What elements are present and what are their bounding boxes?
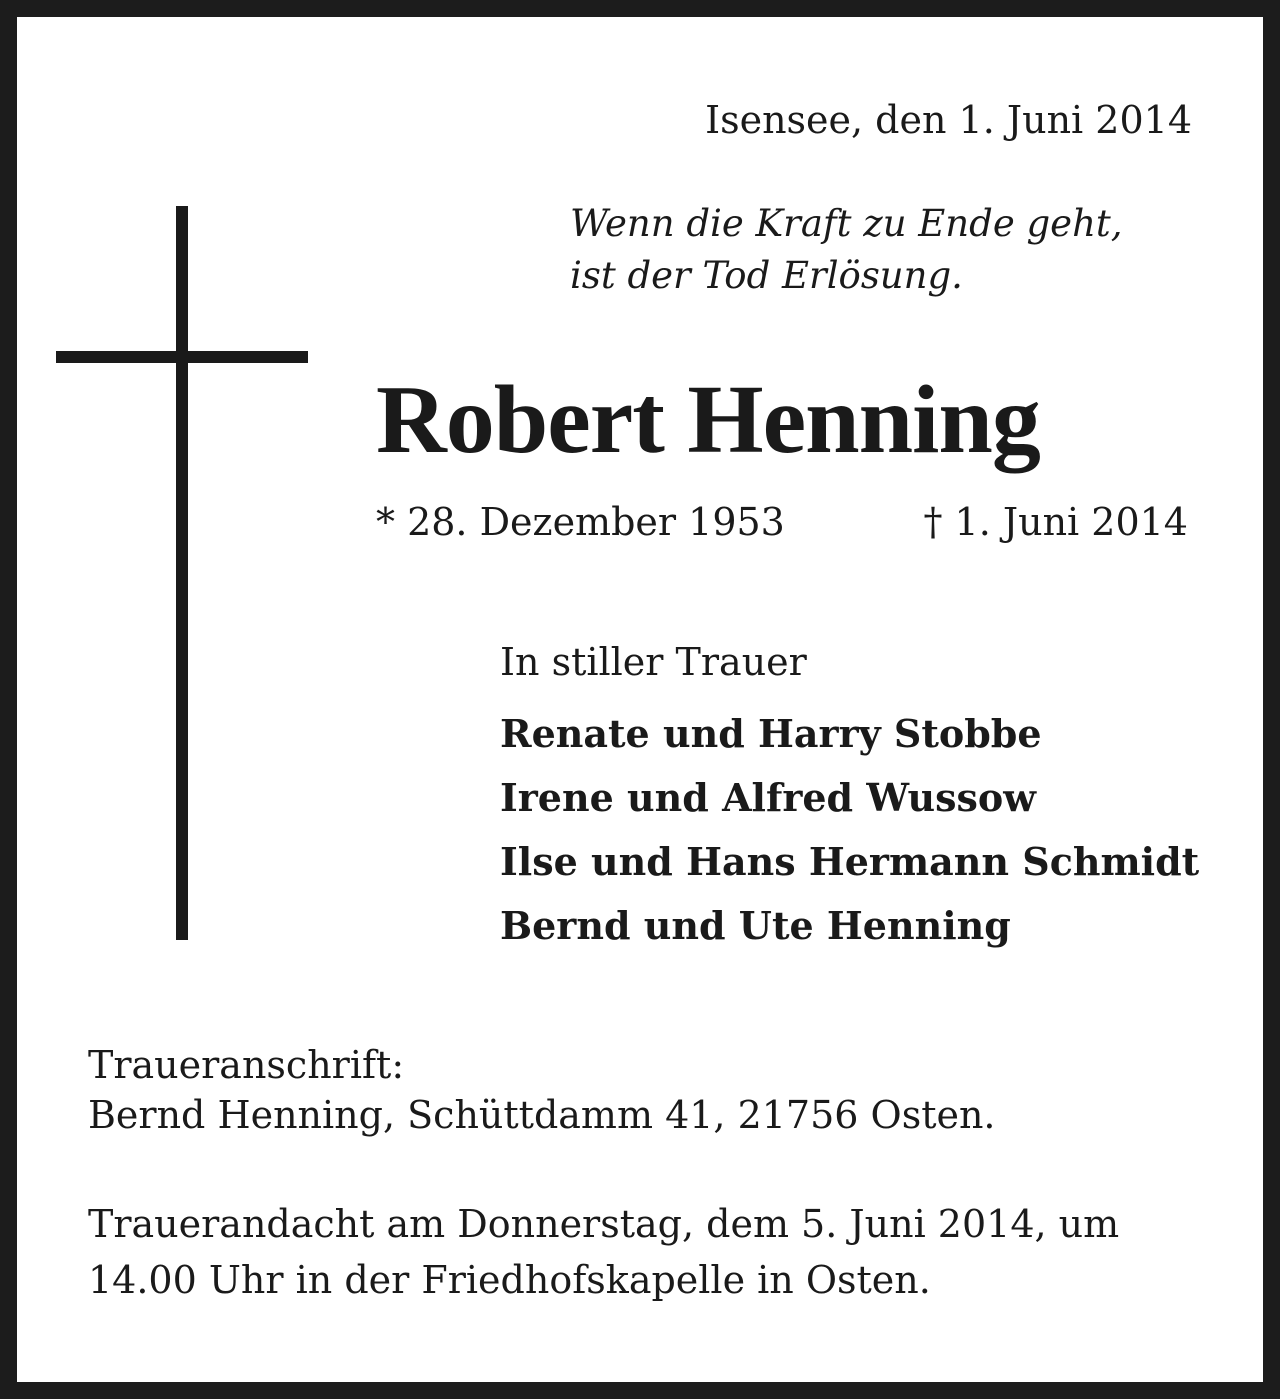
quote-line: Wenn die Kraft zu Ende geht,	[570, 202, 1123, 245]
deceased-name: Robert Henning	[376, 366, 1040, 474]
mourner-name: Renate und Harry Stobbe	[500, 711, 1042, 756]
mourners-list	[500, 708, 1199, 964]
mourner-name: Bernd und Ute Henning	[500, 903, 1011, 948]
birth-date: * 28. Dezember 1953	[376, 500, 785, 544]
address-label: Traueranschrift:	[88, 1043, 405, 1087]
death-date: † 1. Juni 2014	[923, 500, 1188, 544]
mourner-name: Ilse und Hans Hermann Schmidt	[500, 839, 1200, 884]
cross-horizontal-bar	[56, 351, 308, 363]
place-date: Isensee, den 1. Juni 2014	[705, 98, 1192, 142]
mourning-label: In stiller Trauer	[500, 640, 807, 684]
address-text: Bernd Henning, Schüttdamm 41, 21756 Osten.	[88, 1093, 996, 1137]
service-line: 14.00 Uhr in der Friedhofskapelle in Osten.	[88, 1258, 931, 1302]
service-line: Trauerandacht am Donnerstag, dem 5. Juni 2014, um	[88, 1202, 1120, 1246]
condolence-address	[88, 1040, 996, 1140]
service-info	[88, 1196, 1119, 1308]
mourner-name: Irene und Alfred Wussow	[500, 775, 1036, 820]
quote	[570, 198, 1123, 302]
cross-vertical-bar	[176, 206, 188, 940]
quote-line: ist der Tod Erlösung.	[570, 254, 963, 297]
